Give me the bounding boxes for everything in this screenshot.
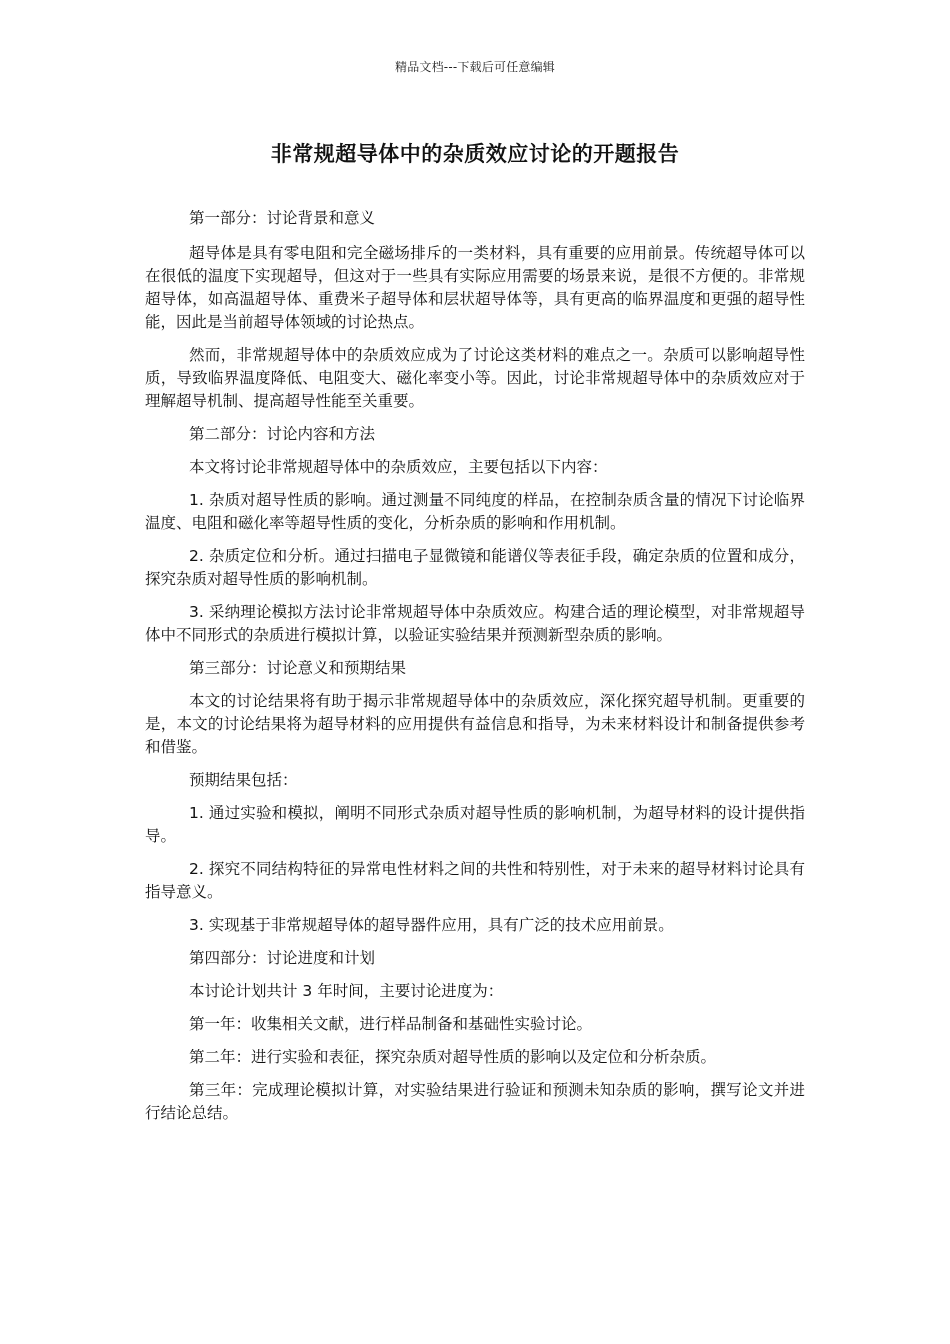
list-item: 3. 实现基于非常规超导体的超导器件应用，具有广泛的技术应用前景。 <box>189 916 674 934</box>
list-item: 2. 杂质定位和分析。通过扫描电子显微镜和能谱仪等表征手段，确定杂质的位置和成分，探究杂质对超导性质的影响机制。 <box>145 547 805 588</box>
list-item: 1. 杂质对超导性质的影响。通过测量不同纯度的样品，在控制杂质含量的情况下讨论临界温度、电阻和磁化率等超导性质的变化，分析杂质的影响和作用机制。 <box>145 491 805 532</box>
body-paragraph: 预期结果包括： <box>189 771 298 789</box>
section-heading-3: 第三部分：讨论意义和预期结果 <box>189 659 407 677</box>
schedule-item: 第二年：进行实验和表征，探究杂质对超导性质的影响以及定位和分析杂质。 <box>189 1048 717 1066</box>
body-paragraph: 超导体是具有零电阻和完全磁场排斥的一类材料，具有重要的应用前景。传统超导体可以在很低的温度下实现超导，但这对于一些具有实际应用需要的场景来说，是很不方便的。非常规超导体，如高温超导体、重费米子超导体和层状超导体等，具有更高的临界温度和更强的超导性能，因此是当前超导体领域的讨论热点。 <box>145 244 805 331</box>
header-note: 精品文档---下载后可任意编辑 <box>395 60 555 74</box>
body-paragraph: 本文将讨论非常规超导体中的杂质效应，主要包括以下内容： <box>189 458 608 476</box>
schedule-item: 第三年：完成理论模拟计算，对实验结果进行验证和预测未知杂质的影响，撰写论文并进行结论总结。 <box>145 1081 805 1122</box>
body-paragraph: 本讨论计划共计 3 年时间，主要讨论进度为： <box>189 982 504 1000</box>
section-heading-1: 第一部分：讨论背景和意义 <box>189 209 376 227</box>
document-title: 非常规超导体中的杂质效应讨论的开题报告 <box>270 142 680 166</box>
schedule-item: 第一年：收集相关文献，进行样品制备和基础性实验讨论。 <box>189 1015 593 1033</box>
list-item: 2. 探究不同结构特征的异常电性材料之间的共性和特别性，对于未来的超导材料讨论具有指导意义。 <box>145 860 805 901</box>
list-item: 3. 采纳理论模拟方法讨论非常规超导体中杂质效应。构建合适的理论模型，对非常规超导体中不同形式的杂质进行模拟计算，以验证实验结果并预测新型杂质的影响。 <box>145 603 805 644</box>
body-paragraph: 本文的讨论结果将有助于揭示非常规超导体中的杂质效应，深化探究超导机制。更重要的是，本文的讨论结果将为超导材料的应用提供有益信息和指导，为未来材料设计和制备提供参考和借鉴。 <box>145 692 805 756</box>
body-paragraph: 然而，非常规超导体中的杂质效应成为了讨论这类材料的难点之一。杂质可以影响超导性质，导致临界温度降低、电阻变大、磁化率变小等。因此，讨论非常规超导体中的杂质效应对于理解超导机制、提高超导性能至关重要。 <box>145 346 805 410</box>
document-body <box>145 207 805 1135</box>
section-heading-2: 第二部分：讨论内容和方法 <box>189 425 376 443</box>
section-heading-4: 第四部分：讨论进度和计划 <box>189 949 376 967</box>
list-item: 1. 通过实验和模拟，阐明不同形式杂质对超导性质的影响机制，为超导材料的设计提供指导。 <box>145 804 805 845</box>
